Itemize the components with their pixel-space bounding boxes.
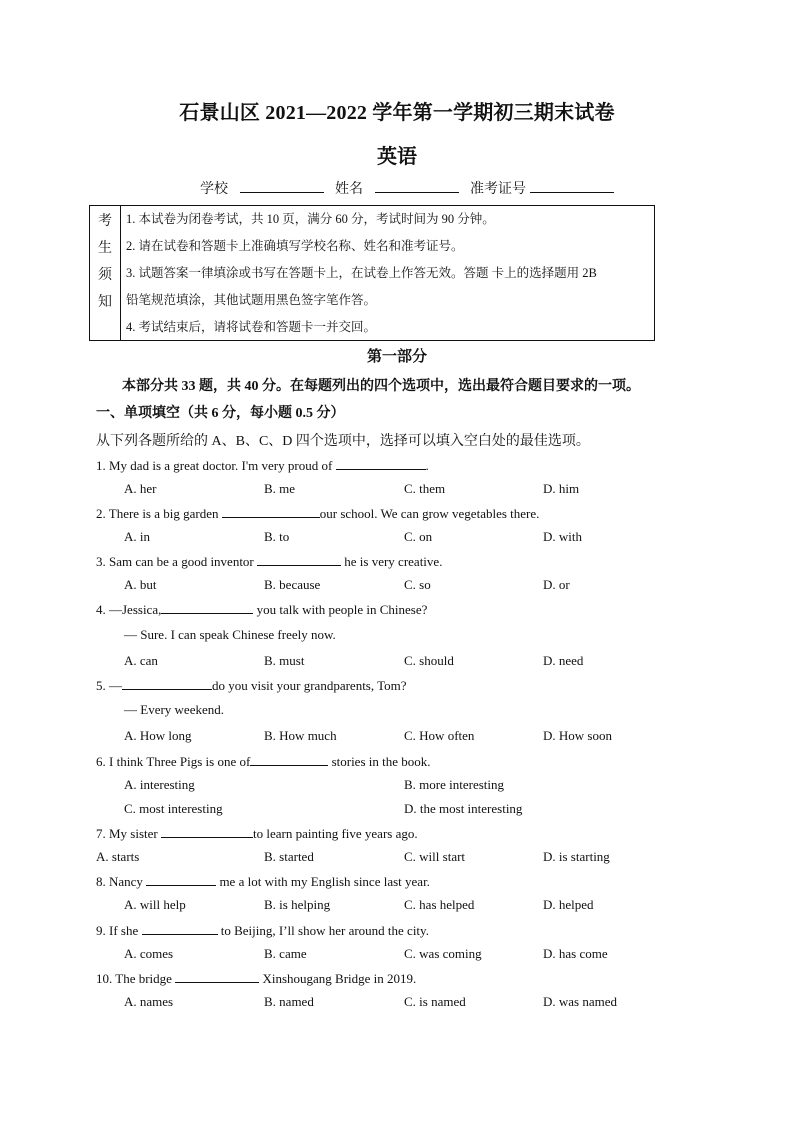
option-b: B. named	[264, 994, 314, 1009]
school-label: 学校	[200, 182, 228, 197]
notice-heading-char: 须	[98, 268, 112, 283]
notice-line: 2. 请在试卷和答题卡上准确填写学校名称、姓名和准考证号。	[126, 239, 464, 253]
dialogue-response: — Every weekend.	[124, 702, 224, 717]
answer-blank	[336, 457, 426, 470]
section-instruction: 从下列各题所给的 A、B、C、D 四个选项中，选择可以填入空白处的最佳选项。	[96, 434, 590, 449]
option-b: B. more interesting	[404, 777, 505, 792]
option-b: B. How much	[264, 728, 337, 743]
option-d: D. with	[543, 529, 582, 544]
option-a: A. How long	[124, 728, 192, 743]
stem-text: Xinshougang Bridge in 2019.	[259, 971, 417, 986]
option-d: D. How soon	[543, 728, 612, 743]
stem-text: 7. My sister	[96, 826, 161, 841]
section-title: 一、单项填空（共 6 分，每小题 0.5 分）	[96, 406, 345, 421]
question-stem	[96, 753, 431, 770]
option-c: C. will start	[404, 849, 466, 864]
exam-notice-box	[89, 205, 655, 341]
question-stem	[96, 505, 539, 522]
stem-text: to Beijing, I’ll show her around the city.	[217, 923, 429, 938]
answer-blank	[146, 873, 216, 886]
option-a: A. in	[124, 529, 150, 544]
exam-title: 石景山区 2021—2022 学年第一学期初三期末试卷	[179, 102, 615, 124]
subject-title: 英语	[377, 146, 417, 168]
stem-text: 6. I think Three Pigs is one of	[96, 754, 251, 769]
option-d: D. the most interesting	[404, 801, 523, 816]
option-d: D. helped	[543, 897, 594, 912]
stem-text: he is very creative.	[341, 554, 443, 569]
option-c: C. should	[404, 653, 454, 668]
stem-text: to learn painting five years ago.	[253, 826, 418, 841]
question-stem	[96, 873, 430, 890]
option-b: B. is helping	[264, 897, 331, 912]
stem-text: 9. If she	[96, 923, 142, 938]
option-c: C. How often	[404, 728, 475, 743]
notice-line: 4. 考试结束后，请将试卷和答题卡一并交回。	[126, 320, 377, 334]
option-b: B. came	[264, 946, 307, 961]
option-b: B. because	[264, 577, 321, 592]
option-a: A. will help	[124, 897, 186, 912]
question-stem	[96, 457, 429, 474]
stem-text: 3. Sam can be a good inventor	[96, 554, 258, 569]
option-a: A. but	[124, 577, 157, 592]
question-stem	[96, 825, 418, 842]
notice-line: 3. 试题答案一律填涂或书写在答题卡上，在试卷上作答无效。答题 卡上的选择题用 2B	[126, 266, 597, 280]
stem-text: 8. Nancy	[96, 874, 147, 889]
name-blank	[375, 178, 459, 193]
school-blank	[240, 178, 324, 193]
part-description: 本部分共 33 题，共 40 分。在每题列出的四个选项中，选出最符合题目要求的一项。	[122, 379, 640, 394]
part-title: 第一部分	[366, 349, 427, 365]
option-a: A. her	[124, 481, 157, 496]
option-d: D. was named	[543, 994, 618, 1009]
answer-blank	[161, 825, 253, 838]
notice-heading-char: 考	[98, 214, 112, 229]
answer-blank	[257, 553, 341, 566]
notice-heading	[90, 206, 121, 340]
option-c: C. has helped	[404, 897, 475, 912]
question-stem	[96, 970, 416, 987]
option-b: B. to	[264, 529, 290, 544]
option-d: D. need	[543, 653, 584, 668]
option-c: C. so	[404, 577, 431, 592]
option-c: C. most interesting	[124, 801, 223, 816]
dialogue-response: — Sure. I can speak Chinese freely now.	[124, 627, 336, 642]
option-b: B. me	[264, 481, 296, 496]
question-stem	[96, 553, 442, 570]
question-stem	[96, 601, 427, 618]
stem-text: me a lot with my English since last year.	[216, 874, 430, 889]
student-info-line	[200, 178, 614, 198]
option-c: C. them	[404, 481, 446, 496]
stem-text: do you visit your grandparents, Tom?	[212, 678, 407, 693]
option-c: C. is named	[404, 994, 466, 1009]
answer-blank	[142, 922, 218, 935]
answer-blank	[122, 677, 212, 690]
option-a: A. can	[124, 653, 158, 668]
option-b: B. must	[264, 653, 305, 668]
stem-text: 2. There is a big garden	[96, 506, 222, 521]
stem-text: 10. The bridge	[96, 971, 176, 986]
notice-line: 铅笔规范填涂，其他试题用黑色签字笔作答。	[126, 293, 377, 307]
option-b: B. started	[264, 849, 314, 864]
stem-text: 5. —	[96, 678, 122, 693]
stem-text: .	[425, 458, 429, 473]
stem-text: 1. My dad is a great doctor. I'm very proud of	[96, 458, 336, 473]
id-blank	[530, 178, 614, 193]
option-d: D. him	[543, 481, 580, 496]
stem-text: stories in the book.	[328, 754, 431, 769]
answer-blank	[250, 753, 328, 766]
option-a: A. comes	[124, 946, 174, 961]
stem-text: you talk with people in Chinese?	[253, 602, 428, 617]
id-label: 准考证号	[470, 182, 526, 197]
question-stem	[96, 677, 407, 694]
option-d: D. is starting	[543, 849, 610, 864]
answer-blank	[175, 970, 259, 983]
option-a: A. starts	[96, 849, 140, 864]
name-label: 姓名	[335, 182, 363, 197]
question-stem	[96, 922, 429, 939]
notice-heading-char: 知	[98, 295, 112, 310]
stem-text: 4. —Jessica,	[96, 602, 162, 617]
option-c: C. on	[404, 529, 433, 544]
notice-heading-char: 生	[98, 241, 112, 256]
option-d: D. has come	[543, 946, 608, 961]
option-c: C. was coming	[404, 946, 482, 961]
answer-blank	[161, 601, 253, 614]
notice-line: 1. 本试卷为闭卷考试，共 10 页，满分 60 分，考试时间为 90 分钟。	[126, 212, 495, 226]
option-a: A. interesting	[124, 777, 195, 792]
option-d: D. or	[543, 577, 570, 592]
answer-blank	[222, 505, 320, 518]
option-a: A. names	[124, 994, 174, 1009]
stem-text: our school. We can grow vegetables there.	[319, 506, 540, 521]
